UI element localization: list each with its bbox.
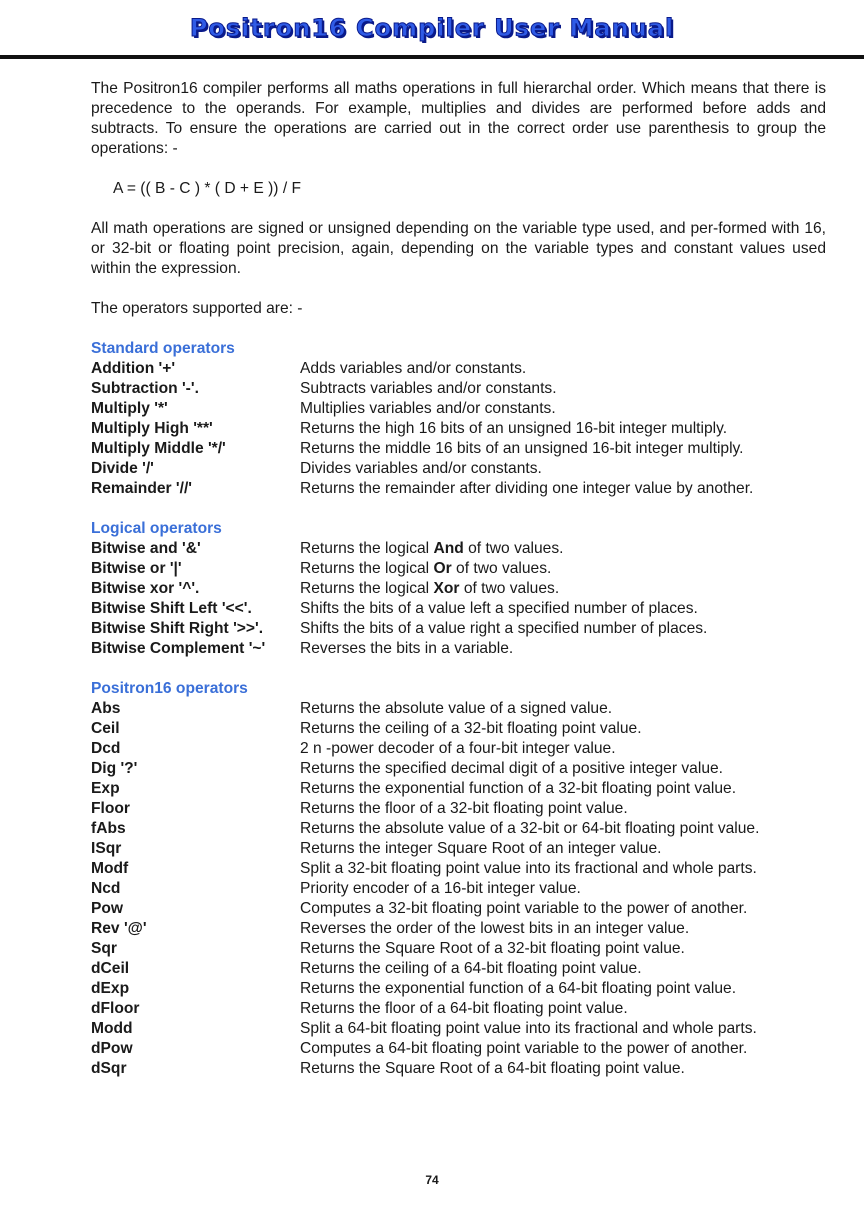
operator-description: Split a 32-bit floating point value into its fractional and whole parts. — [300, 860, 757, 877]
operator-description: Returns the Square Root of a 64-bit floating point value. — [300, 1060, 685, 1077]
operator-row — [91, 699, 826, 719]
operator-name: Floor — [91, 800, 130, 817]
header-rule — [0, 55, 864, 59]
operator-row — [91, 419, 826, 439]
operator-description: Split a 64-bit floating point value into its fractional and whole parts. — [300, 1020, 757, 1037]
operator-description: Returns the ceiling of a 32-bit floating point value. — [300, 720, 642, 737]
operator-row — [91, 459, 826, 479]
operator-row — [91, 1059, 826, 1079]
operator-name: dCeil — [91, 960, 130, 977]
operator-name: Bitwise Complement '~' — [91, 640, 266, 657]
operator-description: Reverses the bits in a variable. — [300, 640, 514, 657]
operator-description: Computes a 64-bit floating point variable to the power of another. — [300, 1040, 748, 1057]
operator-description: Returns the logical And of two values. — [300, 540, 564, 557]
operator-row — [91, 379, 826, 399]
positron16-operators-heading: Positron16 operators — [91, 680, 248, 697]
operator-name: Divide '/' — [91, 460, 154, 477]
positron16-operators-list — [91, 699, 826, 1079]
operator-row — [91, 539, 826, 559]
operator-row — [91, 359, 826, 379]
operator-description: Returns the Square Root of a 32-bit floating point value. — [300, 940, 685, 957]
operator-name: Multiply High '**' — [91, 420, 213, 437]
operator-name: dSqr — [91, 1060, 127, 1077]
operator-row — [91, 859, 826, 879]
operator-name: Dig '?' — [91, 760, 138, 777]
operator-row — [91, 439, 826, 459]
operator-name: dExp — [91, 980, 130, 997]
operator-name: Modd — [91, 1020, 133, 1037]
logical-operators-heading: Logical operators — [91, 520, 222, 537]
operator-name: Pow — [91, 900, 124, 917]
operator-name: dPow — [91, 1040, 133, 1057]
operator-description: 2 n -power decoder of a four-bit integer value. — [300, 740, 616, 757]
operator-name: Multiply '*' — [91, 400, 168, 417]
operator-row — [91, 639, 826, 659]
operator-description: Reverses the order of the lowest bits in an integer value. — [300, 920, 690, 937]
operator-description: Returns the absolute value of a signed value. — [300, 700, 613, 717]
operator-description: Returns the specified decimal digit of a positive integer value. — [300, 760, 723, 777]
operator-row — [91, 779, 826, 799]
keyword-bold: Or — [433, 560, 452, 577]
page-content — [91, 79, 826, 1079]
operator-name: Abs — [91, 700, 121, 717]
operator-description: Adds variables and/or constants. — [300, 360, 527, 377]
operator-name: Multiply Middle '*/' — [91, 440, 226, 457]
operator-name: Modf — [91, 860, 129, 877]
operator-row — [91, 599, 826, 619]
formula-example: A = (( B - C ) * ( D + E )) / F — [113, 180, 302, 197]
operator-row — [91, 959, 826, 979]
operator-name: Exp — [91, 780, 120, 797]
intro-paragraph: The Positron16 compiler performs all maths operations in full hierarchal order. Which means that there is precedence to the operands. For example, multiplies and divides are performed before adds and subtracts. To ensure the operations are carried out in the correct order use parenthesis to group the operations: - — [91, 80, 826, 157]
standard-operators-heading: Standard operators — [91, 340, 235, 357]
operator-description: Returns the logical Or of two values. — [300, 560, 552, 577]
operator-row — [91, 879, 826, 899]
operator-row — [91, 939, 826, 959]
operator-row — [91, 819, 826, 839]
operator-description: Returns the middle 16 bits of an unsigned 16-bit integer multiply. — [300, 440, 744, 457]
operator-name: Ncd — [91, 880, 121, 897]
operator-name: Dcd — [91, 740, 121, 757]
standard-operators-list — [91, 359, 826, 499]
operator-row — [91, 559, 826, 579]
operator-name: Remainder '//' — [91, 480, 193, 497]
operator-name: Bitwise Shift Right '>>'. — [91, 620, 264, 637]
operator-description: Returns the logical Xor of two values. — [300, 580, 560, 597]
operator-description: Multiplies variables and/or constants. — [300, 400, 556, 417]
operator-row — [91, 1019, 826, 1039]
logical-operators-list — [91, 539, 826, 659]
operator-row — [91, 759, 826, 779]
operator-row — [91, 619, 826, 639]
operator-description: Returns the exponential function of a 32-bit floating point value. — [300, 780, 737, 797]
operator-description: Returns the remainder after dividing one integer value by another. — [300, 480, 754, 497]
operator-row — [91, 719, 826, 739]
operator-row — [91, 579, 826, 599]
operator-name: Addition '+' — [91, 360, 176, 377]
operator-name: Subtraction '-'. — [91, 380, 199, 397]
operator-description: Returns the high 16 bits of an unsigned 16-bit integer multiply. — [300, 420, 728, 437]
operator-description: Priority encoder of a 16-bit integer value. — [300, 880, 581, 897]
operator-description: Returns the exponential function of a 64-bit floating point value. — [300, 980, 737, 997]
operator-row — [91, 479, 826, 499]
precision-paragraph: All math operations are signed or unsigned depending on the variable type used, and per-formed with 16, or 32-bit or floating point precision, again, depending on the variable types and constant values used within the expression. — [91, 220, 826, 277]
operator-description: Shifts the bits of a value left a specified number of places. — [300, 600, 698, 617]
operator-description: Shifts the bits of a value right a specified number of places. — [300, 620, 708, 637]
manual-title: Positron16 Compiler User Manual — [189, 14, 675, 42]
keyword-bold: Xor — [433, 580, 460, 597]
operator-description: Returns the floor of a 64-bit floating point value. — [300, 1000, 628, 1017]
operator-row — [91, 919, 826, 939]
operator-name: Bitwise Shift Left '<<'. — [91, 600, 252, 617]
operator-name: ISqr — [91, 840, 122, 857]
operator-description: Returns the floor of a 32-bit floating point value. — [300, 800, 628, 817]
operator-description: Returns the integer Square Root of an integer value. — [300, 840, 662, 857]
page-header — [0, 0, 864, 62]
operator-name: Sqr — [91, 940, 117, 957]
operators-intro: The operators supported are: - — [91, 300, 303, 317]
operator-description: Subtracts variables and/or constants. — [300, 380, 557, 397]
operator-name: Ceil — [91, 720, 120, 737]
operator-row — [91, 799, 826, 819]
operator-name: Bitwise or '|' — [91, 560, 182, 577]
operator-name: fAbs — [91, 820, 126, 837]
operator-row — [91, 979, 826, 999]
operator-row — [91, 739, 826, 759]
operator-name: Bitwise xor '^'. — [91, 580, 200, 597]
operator-description: Returns the absolute value of a 32-bit or 64-bit floating point value. — [300, 820, 760, 837]
operator-row — [91, 999, 826, 1019]
operator-description: Divides variables and/or constants. — [300, 460, 542, 477]
keyword-bold: And — [433, 540, 464, 557]
operator-name: Rev '@' — [91, 920, 147, 937]
operator-row — [91, 399, 826, 419]
operator-name: dFloor — [91, 1000, 140, 1017]
page-number: 74 — [425, 1173, 439, 1187]
operator-description: Returns the ceiling of a 64-bit floating point value. — [300, 960, 642, 977]
operator-row — [91, 899, 826, 919]
operator-row — [91, 839, 826, 859]
operator-description: Computes a 32-bit floating point variable to the power of another. — [300, 900, 748, 917]
operator-name: Bitwise and '&' — [91, 540, 201, 557]
operator-row — [91, 1039, 826, 1059]
